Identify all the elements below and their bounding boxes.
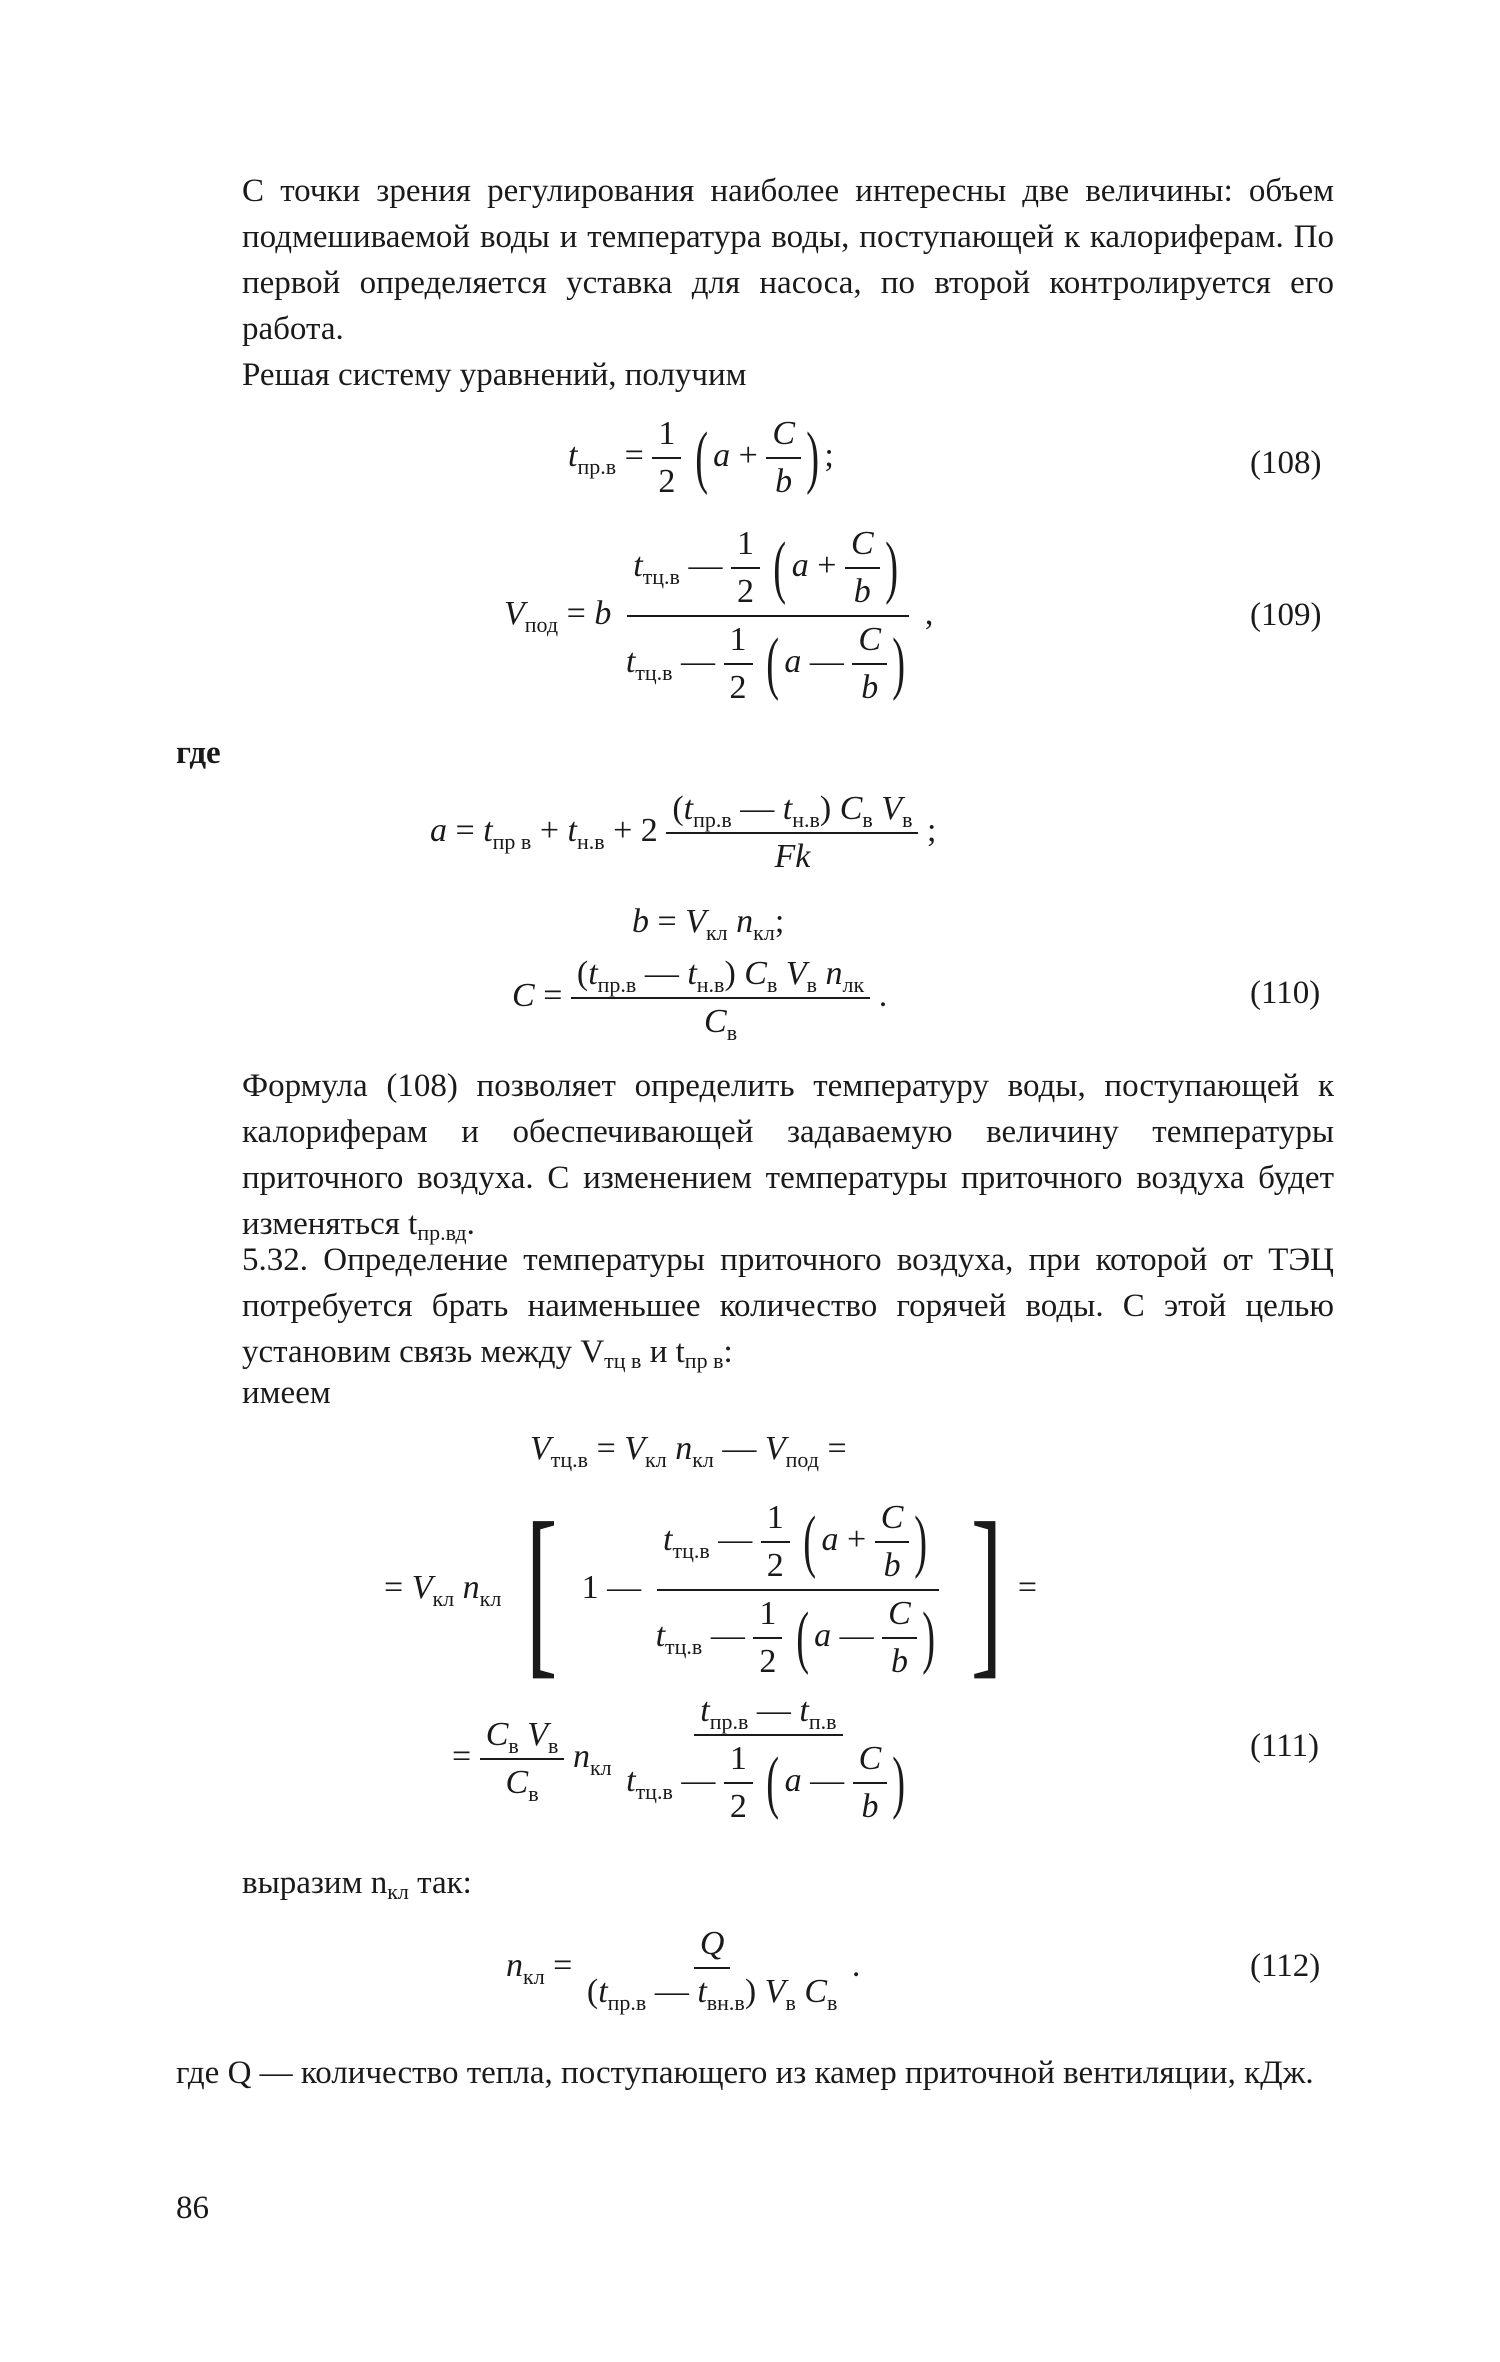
paragraph-formula-108-text: Формула (108) позволяет определить температуру воды, поступающей к калориферам и обеспечивающей задаваемую величину температуры приточного воздуха. С изменением температуры приточного воздуха будет изменяться t bbox=[242, 1068, 1334, 1242]
paragraph-formula-108 bbox=[242, 1063, 1334, 1250]
paragraph-5-32-sub2: пр в bbox=[684, 1348, 724, 1373]
paragraph-express-end: так: bbox=[408, 1865, 472, 1901]
page-number: 86 bbox=[176, 2190, 209, 2226]
paragraph-formula-108-end: . bbox=[466, 1206, 475, 1242]
paragraph-5-32-sub1: тц в bbox=[604, 1348, 642, 1373]
paragraph-imeem-text: имеем bbox=[242, 1375, 331, 1411]
paragraph-5-32 bbox=[242, 1237, 1334, 1378]
paragraph-intro-text: С точки зрения регулирования наиболее интересны две величины: объем подмешиваемой воды и температура воды, поступающей к калориферам. По первой определяется уставка для насоса, по второй контролируется его работа. bbox=[242, 173, 1334, 347]
equation-111-line1: $V_{тц.в} = V_{кл}$ $n_{кл}$ — $V_{под}$ = bbox=[530, 1430, 847, 1472]
paragraph-intro bbox=[242, 168, 1334, 352]
equation-108: $t_{пр.в}$ = $\frac{1}{2}$ ( a + $\frac{C}{b}$ ) ; bbox=[568, 415, 834, 500]
equation-number-109: (109) bbox=[1250, 597, 1322, 633]
paragraph-express-text: выразим n bbox=[242, 1865, 388, 1901]
paragraph-formula-108-sub: пр.вд bbox=[417, 1220, 467, 1245]
equation-110-a: $a = t_{пр в} + t_{н.в} + 2$ $\frac{(t_{пр.в} — t_{н.в}) C_в V_в}{Fk}$ ; bbox=[430, 790, 937, 875]
equation-112: $n_{кл}$ = $\frac{Q}{(t_{пр.в} — t_{вн.в}) V_в C_в}$ . bbox=[506, 1925, 861, 2015]
equation-number-112: (112) bbox=[1250, 1948, 1321, 1984]
paragraph-imeem bbox=[242, 1370, 1334, 1416]
paragraph-solve-text: Решая систему уравнений, получим bbox=[242, 357, 747, 393]
equation-number-110: (110) bbox=[1250, 975, 1321, 1011]
paragraph-express bbox=[242, 1860, 1334, 1909]
paragraph-q-definition-text: где Q — количество тепла, поступающего из камер приточной вентиляции, кДж. bbox=[176, 2055, 1314, 2091]
equation-109: $V_{под} = b$ $t_{тц.в}$ — $\frac{1}{2}$ ( a + $\frac{C}{b}$ ) $t_{тц.в}$ — $\frac{1}{2}$ ( a — $\frac{C}{b}$ ) , bbox=[504, 525, 934, 706]
equation-111-line2: = $V_{кл}$ $n_{кл}$ [ 1 — $t_{тц.в}$ — $\frac{1}{2}$ ( a + $\frac{C}{b}$ ) $t_{тц.в}$ — $\frac{1}{2}$ ( a — $\frac{C}{b}$ ) ] = bbox=[384, 1485, 1038, 1695]
equation-110-c: C = $\frac{(t_{пр.в} — t_{н.в}) C_в V_в n_{лк}}{C_в}$ . bbox=[512, 955, 888, 1045]
equation-111-line3: = $\frac{C_в V_в}{C_в}$ $n_{кл}$ $t_{пр.в}$ — $t_{п.в}$ $t_{тц.в}$ — $\frac{1}{2}$ ( a — $\frac{C}{b}$ ) bbox=[452, 1692, 906, 1825]
equation-number-108: (108) bbox=[1250, 445, 1322, 481]
paragraph-solve bbox=[242, 352, 1334, 398]
paragraph-5-32-end: : bbox=[723, 1334, 733, 1370]
paragraph-q-definition bbox=[176, 2050, 1334, 2096]
paragraph-5-32-text: 5.32. Определение температуры приточного воздуха, при которой от ТЭЦ потребуется брать наименьшее количество горячей воды. С этой целью установим связь между V bbox=[242, 1242, 1334, 1370]
equation-number-111: (111) bbox=[1250, 1728, 1320, 1764]
equation-110-b: $b = V_{кл}$ $n_{кл}$; bbox=[632, 903, 785, 945]
paragraph-5-32-mid: и t bbox=[641, 1334, 685, 1370]
label-where: где bbox=[176, 735, 221, 771]
paragraph-express-sub: кл bbox=[387, 1879, 409, 1904]
